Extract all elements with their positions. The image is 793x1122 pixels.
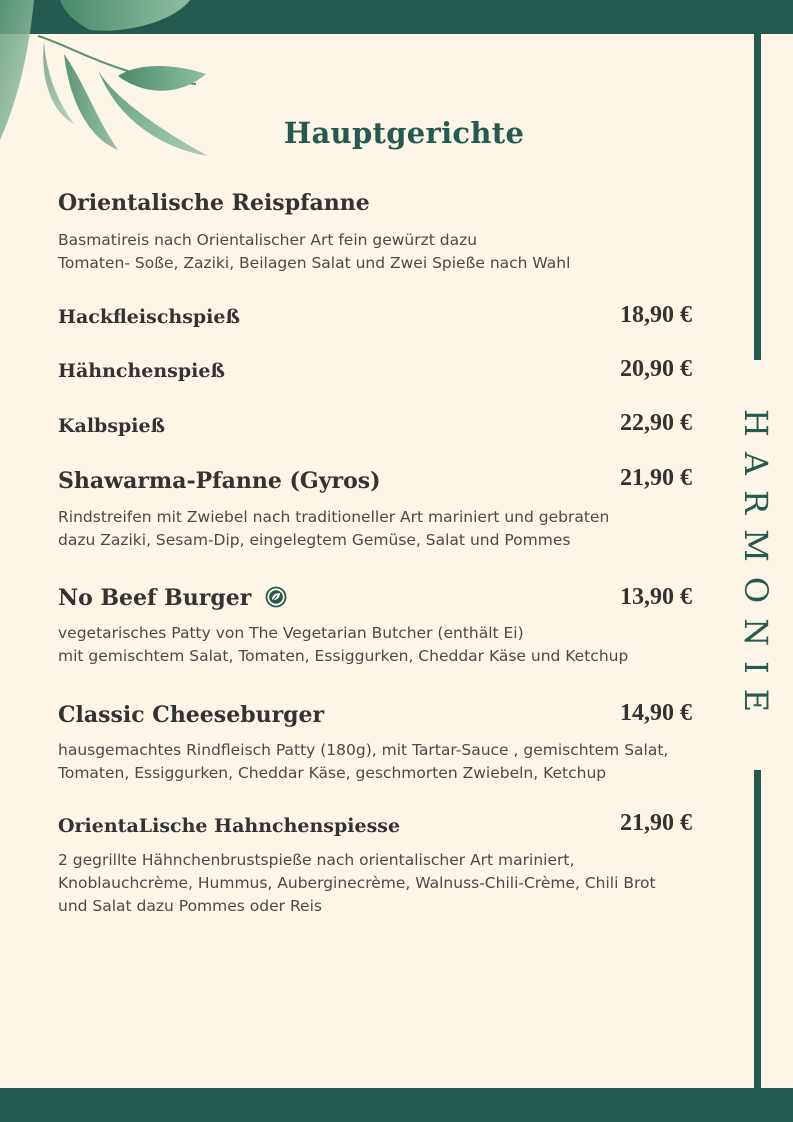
- dish-desc-cheeseburger-2: Tomaten, Essiggurken, Cheddar Käse, geschmorten Zwiebeln, Ketchup: [58, 764, 607, 782]
- dish-desc-shawarma-1: Rindstreifen mit Zwiebel nach traditioneller Art mariniert und gebraten: [58, 508, 610, 526]
- dish-desc-hahnchenspiesse-2: Knoblauchcrème, Hummus, Auberginecrème, Walnuss-Chili-Crème, Chili Brot: [58, 874, 656, 892]
- dish-name-shawarma: Shawarma-Pfanne (Gyros): [58, 468, 381, 494]
- dish-name-cheeseburger: Classic Cheeseburger: [58, 702, 325, 728]
- side-line-bottom: [754, 770, 761, 1088]
- brand-vertical: [736, 372, 776, 764]
- dish-name-no-beef-burger: [58, 585, 287, 611]
- dish-desc-no-beef-burger-2: mit gemischtem Salat, Tomaten, Essiggurken, Cheddar Käse und Ketchup: [58, 647, 629, 665]
- bottom-bar: [0, 1088, 793, 1122]
- dish-price-hahnchenspiesse: 21,90 €: [620, 810, 692, 836]
- dish-name-hahnchenspiesse: OrientaLische Hahnchenspiesse: [58, 815, 401, 837]
- option-name-hackfleisch: Hackfleischspieß: [58, 306, 240, 328]
- option-price-hackfleisch: 18,90 €: [620, 302, 692, 328]
- dish-name-reispfanne: Orientalische Reispfanne: [58, 190, 370, 216]
- dish-price-cheeseburger: 14,90 €: [620, 700, 692, 726]
- option-price-kalb: 22,90 €: [620, 410, 692, 436]
- dish-desc-no-beef-burger-1: vegetarisches Patty von The Vegetarian Butcher (enthält Ei): [58, 624, 524, 642]
- dish-desc-reispfanne-2: Tomaten- Soße, Zaziki, Beilagen Salat und Zwei Spieße nach Wahl: [58, 254, 571, 272]
- dish-price-no-beef-burger: 13,90 €: [620, 584, 692, 610]
- side-line-top: [754, 34, 761, 360]
- vegan-leaf-icon: [265, 586, 287, 608]
- dish-name-no-beef-burger-text: No Beef Burger: [58, 585, 252, 611]
- page-title: Hauptgerichte: [283, 116, 525, 150]
- dish-desc-cheeseburger-1: hausgemachtes Rindfleisch Patty (180g), mit Tartar-Sauce , gemischtem Salat,: [58, 741, 669, 759]
- dish-desc-hahnchenspiesse-3: und Salat dazu Pommes oder Reis: [58, 897, 322, 915]
- option-name-kalb: Kalbspieß: [58, 415, 166, 437]
- dish-desc-hahnchenspiesse-1: 2 gegrillte Hähnchenbrustspieße nach orientalischer Art mariniert,: [58, 851, 575, 869]
- option-price-haehnchen: 20,90 €: [620, 356, 692, 382]
- option-name-haehnchen: Hähnchenspieß: [58, 360, 225, 382]
- dish-desc-reispfanne-1: Basmatireis nach Orientalischer Art fein gewürzt dazu: [58, 231, 478, 249]
- dish-price-shawarma: 21,90 €: [620, 465, 692, 491]
- brand-text: HARMONIE: [737, 408, 775, 728]
- dish-desc-shawarma-2: dazu Zaziki, Sesam-Dip, eingelegtem Gemüse, Salat und Pommes: [58, 531, 571, 549]
